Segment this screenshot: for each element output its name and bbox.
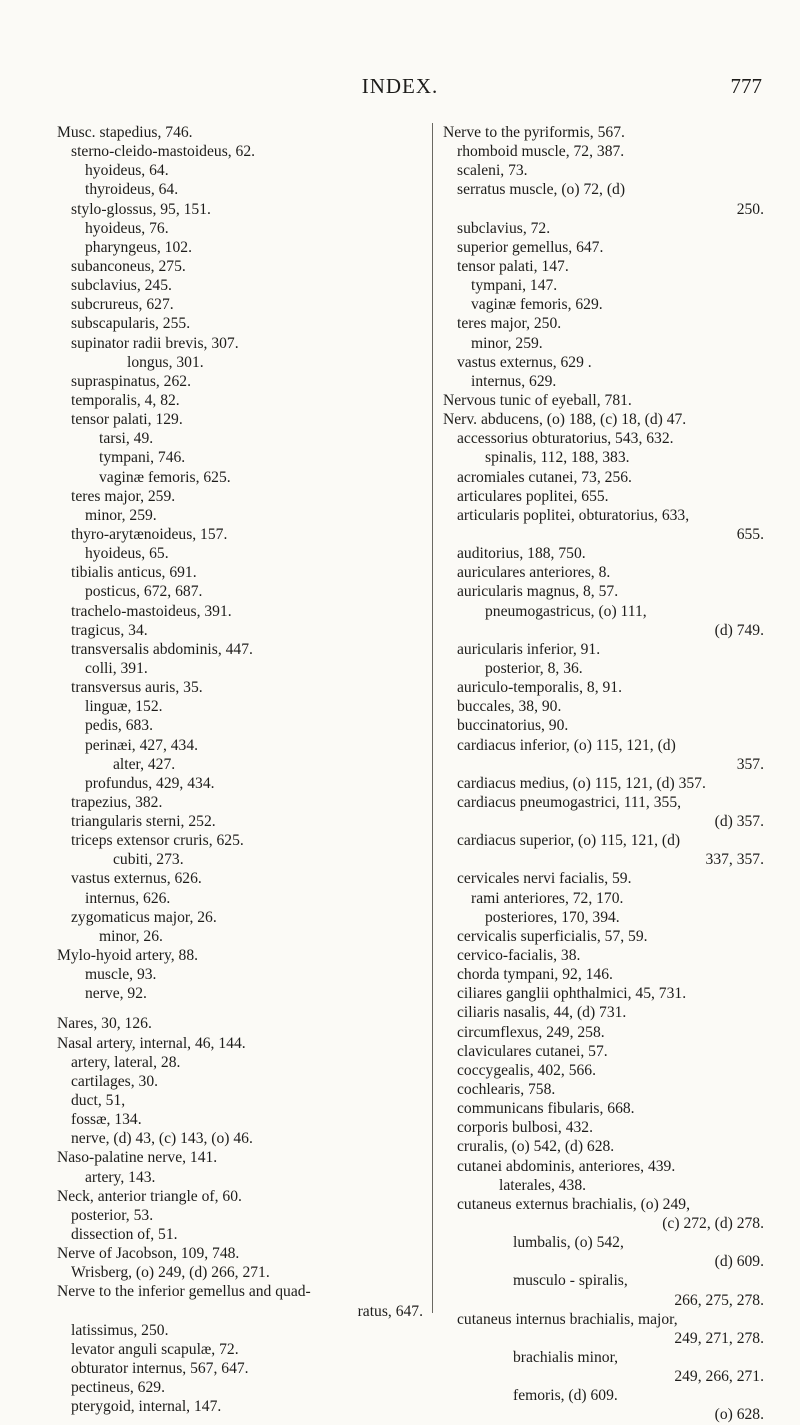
index-entry: femoris, (d) 609. (513, 1387, 618, 1405)
index-entry: cardiacus inferior, (o) 115, 121, (d) (457, 736, 676, 754)
index-entry: 250. (736, 200, 764, 218)
index-entry: (d) 357. (714, 813, 764, 831)
index-entry: Mylo-hyoid artery, 88. (57, 947, 199, 965)
index-entry: auricularis magnus, 8, 57. (457, 583, 619, 601)
index-entry: colli, 391. (85, 659, 148, 677)
index-entry: tympani, 746. (99, 449, 186, 467)
index-entry: subclavius, 72. (457, 219, 551, 237)
index-entry: Wrisberg, (o) 249, (d) 266, 271. (71, 1264, 270, 1282)
index-entry: tympani, 147. (471, 277, 558, 295)
column-divider (432, 123, 433, 1313)
index-entry: cutaneus internus brachialis, major, (457, 1310, 678, 1328)
index-entry: auditorius, 188, 750. (457, 545, 586, 563)
index-entry: pedis, 683. (85, 717, 154, 735)
index-entry: triceps extensor cruris, 625. (71, 832, 244, 850)
index-entry: supraspinatus, 262. (71, 372, 191, 390)
index-entry: auricularis inferior, 91. (457, 640, 601, 658)
index-entry: minor, 26. (99, 927, 163, 945)
index-entry: subscapularis, 255. (71, 315, 191, 333)
index-entry: 357. (736, 755, 764, 773)
index-entry: tragicus, 34. (71, 621, 148, 639)
index-entry: rhomboid muscle, 72, 387. (457, 143, 625, 161)
index-entry: transversalis abdominis, 447. (71, 640, 253, 658)
index-entry: temporalis, 4, 82. (71, 391, 180, 409)
index-entry: 266, 275, 278. (674, 1291, 764, 1309)
index-entry: cervico-facialis, 38. (457, 947, 581, 965)
index-entry: scaleni, 73. (457, 162, 528, 180)
index-entry: vastus externus, 626. (71, 870, 202, 888)
index-entry: linguæ, 152. (85, 698, 163, 716)
index-entry: cubiti, 273. (113, 851, 184, 869)
index-entry: pterygoid, internal, 147. (71, 1398, 222, 1416)
index-entry: Naso-palatine nerve, 141. (57, 1149, 218, 1167)
index-entry: duct, 51, (71, 1092, 126, 1110)
index-entry: hyoideus, 76. (85, 219, 169, 237)
index-entry: posteriores, 170, 394. (485, 908, 620, 926)
index-entry: superior gemellus, 647. (457, 238, 604, 256)
index-entry: buccinatorius, 90. (457, 717, 569, 735)
index-entry: acromiales cutanei, 73, 256. (457, 468, 632, 486)
index-entry: cardiacus superior, (o) 115, 121, (d) (457, 832, 681, 850)
index-entry: artery, lateral, 28. (71, 1053, 181, 1071)
index-entry: muscle, 93. (85, 966, 157, 984)
index-entry: (o) 628. (714, 1406, 764, 1424)
index-entry: longus, 301. (127, 353, 204, 371)
index-entry: Nasal artery, internal, 46, 144. (57, 1034, 246, 1052)
index-entry: Nerv. abducens, (o) 188, (c) 18, (d) 47. (443, 411, 687, 429)
index-entry: transversus auris, 35. (71, 679, 203, 697)
index-entry: serratus muscle, (o) 72, (d) (457, 181, 626, 199)
index-entry: cardiacus medius, (o) 115, 121, (d) 357. (457, 774, 706, 792)
index-entry: rami anteriores, 72, 170. (471, 889, 624, 907)
index-entry: tensor palati, 129. (71, 411, 183, 429)
index-entry: pharyngeus, 102. (85, 238, 192, 256)
index-entry: pneumogastricus, (o) 111, (485, 602, 647, 620)
index-entry: lumbalis, (o) 542, (513, 1234, 624, 1252)
page-number: 777 (730, 74, 762, 98)
index-entry: chorda tympani, 92, 146. (457, 966, 613, 984)
index-entry: cutaneus externus brachialis, (o) 249, (457, 1195, 690, 1213)
index-entry: subcrureus, 627. (71, 296, 174, 314)
index-entry: brachialis minor, (513, 1349, 619, 1366)
index-entry: vastus externus, 629 . (457, 353, 592, 371)
index-entry: circumflexus, 249, 258. (457, 1023, 605, 1041)
index-entry: teres major, 259. (71, 487, 176, 505)
index-entry: teres major, 250. (457, 315, 562, 333)
index-entry: triangularis sterni, 252. (71, 813, 216, 831)
index-entry: 655. (736, 525, 764, 543)
index-entry: cervicales nervi facialis, 59. (457, 870, 632, 888)
index-entry: vaginæ femoris, 625. (99, 468, 231, 486)
index-entry: tibialis anticus, 691. (71, 564, 197, 582)
index-entry: Musc. stapedius, 746. (57, 124, 193, 141)
index-entry: cruralis, (o) 542, (d) 628. (457, 1138, 615, 1156)
page-title: INDEX. (361, 74, 439, 98)
index-entry: profundus, 429, 434. (85, 774, 215, 792)
index-entry: buccales, 38, 90. (457, 698, 562, 716)
index-entry: ciliaris nasalis, 44, (d) 731. (457, 1004, 627, 1022)
index-entry: cardiacus pneumogastrici, 111, 355, (457, 793, 682, 811)
index-entry: 249, 271, 278. (674, 1329, 764, 1347)
index-entry: Nerve of Jacobson, 109, 748. (57, 1245, 240, 1263)
index-entry: 337, 357. (705, 851, 764, 869)
index-entry: sterno-cleido-mastoideus, 62. (71, 143, 256, 161)
index-entry: nerve, (d) 43, (c) 143, (o) 46. (71, 1130, 253, 1148)
index-entry: thyroideus, 64. (85, 181, 179, 199)
index-entry: musculo - spiralis, (513, 1272, 628, 1290)
index-entry: artery, 143. (85, 1168, 156, 1186)
index-entry: internus, 629. (471, 372, 557, 390)
index-entry: articulares poplitei, 655. (457, 487, 609, 505)
index-entry: vaginæ femoris, 629. (471, 296, 603, 314)
index-entry: cochlearis, 758. (457, 1081, 556, 1099)
index-entry: Nervous tunic of eyeball, 781. (443, 391, 632, 409)
index-entry: corporis bulbosi, 432. (457, 1119, 594, 1137)
index-entry: articularis poplitei, obturatorius, 633, (457, 506, 690, 524)
index-entry: dissection of, 51. (71, 1226, 178, 1244)
index-entry: stylo-glossus, 95, 151. (71, 200, 211, 218)
index-entry: tensor palati, 147. (457, 257, 569, 275)
index-entry: thyro-arytænoideus, 157. (71, 525, 228, 543)
index-entry: latissimus, 250. (71, 1321, 169, 1339)
index-entry: posticus, 672, 687. (85, 583, 203, 601)
index-entry: Nerve to the inferior gemellus and quad- (57, 1283, 311, 1301)
index-entry: minor, 259. (85, 506, 157, 524)
index-entry: levator anguli scapulæ, 72. (71, 1340, 239, 1358)
page-header (0, 74, 800, 102)
index-entry: auriculo-temporalis, 8, 91. (457, 679, 622, 697)
index-entry: auriculares anteriores, 8. (457, 564, 611, 582)
index-entry: perinæi, 427, 434. (85, 736, 199, 754)
index-entry: tarsi, 49. (99, 430, 154, 448)
index-entry: accessorius obturatorius, 543, 632. (457, 430, 674, 448)
index-entry: ciliares ganglii ophthalmici, 45, 731. (457, 985, 687, 1003)
index-entry: nerve, 92. (85, 985, 147, 1003)
index-entry: pectineus, 629. (71, 1379, 165, 1397)
index-entry: hyoideus, 64. (85, 162, 169, 180)
index-entry: cartilages, 30. (71, 1072, 159, 1090)
index-entry: internus, 626. (85, 889, 171, 907)
index-entry: supinator radii brevis, 307. (71, 334, 239, 352)
index-entry: Nerve to the pyriformis, 567. (443, 124, 625, 141)
index-entry: cervicalis superficialis, 57, 59. (457, 927, 648, 945)
index-entry: cutanei abdominis, anteriores, 439. (457, 1157, 676, 1175)
index-column-left (57, 123, 427, 1416)
index-entry: posterior, 53. (71, 1206, 154, 1224)
index-entry: laterales, 438. (499, 1176, 587, 1194)
index-entry: posterior, 8, 36. (485, 659, 583, 677)
index-entry: (d) 749. (714, 621, 764, 639)
index-column-right (443, 123, 768, 1425)
index-entry: ratus, 647. (357, 1302, 423, 1320)
index-entry: minor, 259. (471, 334, 543, 352)
index-entry: 249, 266, 271. (674, 1368, 764, 1386)
index-entry: coccygealis, 402, 566. (457, 1061, 597, 1079)
index-entry: subanconeus, 275. (71, 257, 186, 275)
index-entry: (d) 609. (714, 1253, 764, 1271)
index-entry: alter, 427. (113, 755, 176, 773)
index-entry: Neck, anterior triangle of, 60. (57, 1187, 242, 1205)
index-entry: fossæ, 134. (71, 1111, 142, 1129)
index-entry: communicans fibularis, 668. (457, 1100, 635, 1118)
index-entry: Nares, 30, 126. (57, 1015, 152, 1033)
index-entry: trapezius, 382. (71, 793, 163, 811)
index-entry: spinalis, 112, 188, 383. (485, 449, 630, 467)
index-entry: trachelo-mastoideus, 391. (71, 602, 232, 620)
index-entry: hyoideus, 65. (85, 545, 169, 563)
index-entry: claviculares cutanei, 57. (457, 1042, 608, 1060)
index-entry: obturator internus, 567, 647. (71, 1360, 249, 1377)
index-entry: (c) 272, (d) 278. (662, 1215, 764, 1233)
index-entry: subclavius, 245. (71, 277, 172, 295)
index-entry: zygomaticus major, 26. (71, 908, 217, 926)
